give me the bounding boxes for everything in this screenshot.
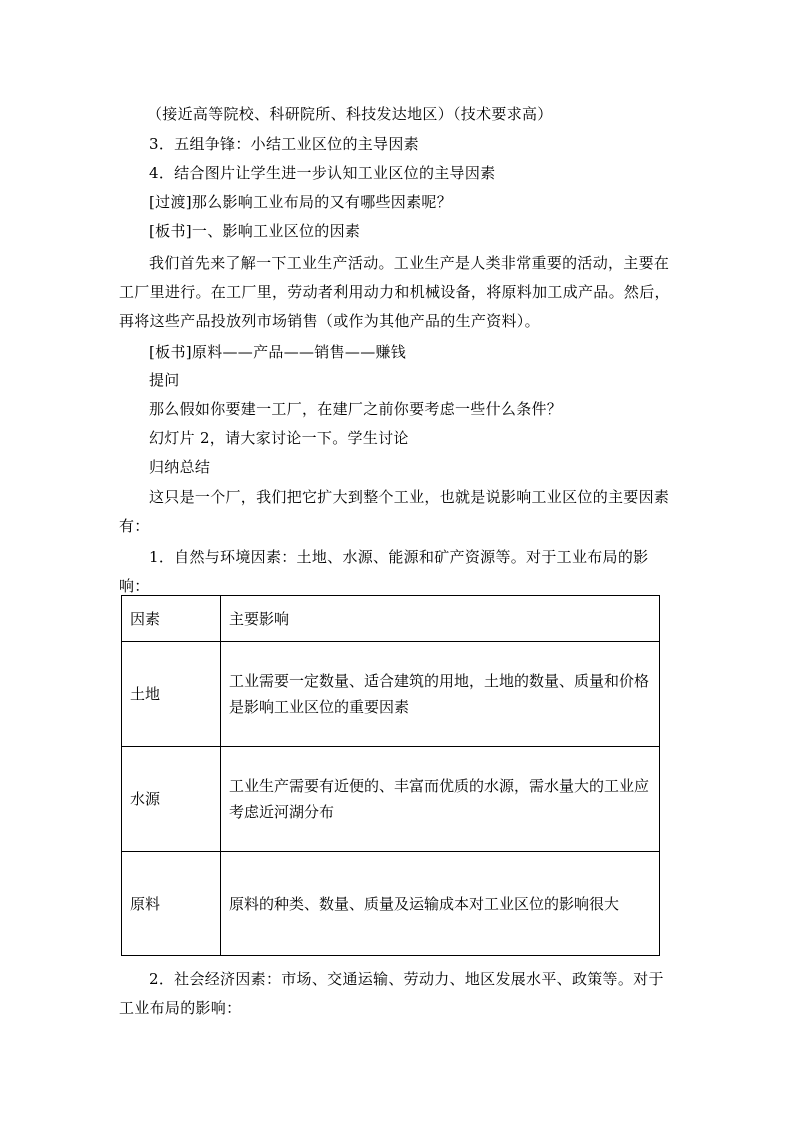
factors-table: [121, 595, 660, 956]
paragraph-socioeconomic-factors: 2．社会经济因素：市场、交通运输、劳动力、地区发展水平、政策等。对于工业布局的影响：: [119, 970, 664, 1017]
table-header-factor: 因素: [122, 596, 221, 642]
paragraph-step-3: 3．五组争锋：小结工业区位的主导因素: [149, 135, 419, 153]
table-cell-effect: 工业需要一定数量、适合建筑的用地，土地的数量、质量和价格是影响工业区位的重要因素: [221, 642, 660, 747]
paragraph-industrial-production: 我们首先来了解一下工业生产活动。工业生产是人类非常重要的活动，主要在工厂里进行。在工厂里，劳动者利用动力和机械设备，将原料加工成产品。然后，再将这些产品投放列市场销售（或作为其他产品的生产资料）。: [119, 254, 670, 330]
paragraph-summary-label: 归纳总结: [149, 458, 211, 476]
table-cell-factor: 水源: [122, 747, 221, 852]
table-row: [122, 642, 660, 747]
paragraph-board-chain: [板书]原料——产品——销售——赚钱: [149, 343, 407, 361]
paragraph-board-heading: [板书]一、影响工业区位的因素: [149, 222, 361, 240]
paragraph-question: 那么假如你要建一工厂，在建厂之前你要考虑一些什么条件？: [149, 400, 563, 418]
table-header-row: [122, 596, 660, 642]
table-cell-effect: 工业生产需要有近便的、丰富而优质的水源，需水量大的工业应考虑近河湖分布: [221, 747, 660, 852]
table-row: [122, 747, 660, 852]
table-cell-effect: 原料的种类、数量、质量及运输成本对工业区位的影响很大: [221, 852, 660, 956]
paragraph-question-label: 提问: [149, 371, 180, 389]
table-row: [122, 852, 660, 956]
table-cell-factor: 土地: [122, 642, 221, 747]
paragraph-main-factors: 这只是一个厂，我们把它扩大到整个工业，也就是说影响工业区位的主要因素有：: [119, 488, 670, 535]
paragraph-slide-discussion: 幻灯片 2，请大家讨论一下。学生讨论: [149, 429, 409, 447]
paragraph-conditions: （接近高等院校、科研院所、科技发达地区）（技术要求高）: [147, 105, 553, 123]
paragraph-natural-factors: 1．自然与环境因素：土地、水源、能源和矿产资源等。对于工业布局的影响：: [119, 548, 649, 595]
table-cell-factor: 原料: [122, 852, 221, 956]
table-header-effect: 主要影响: [221, 596, 660, 642]
paragraph-step-4: 4．结合图片让学生进一步认知工业区位的主导因素: [149, 164, 496, 182]
paragraph-transition: [过渡]那么影响工业布局的又有哪些因素呢？: [149, 193, 453, 211]
